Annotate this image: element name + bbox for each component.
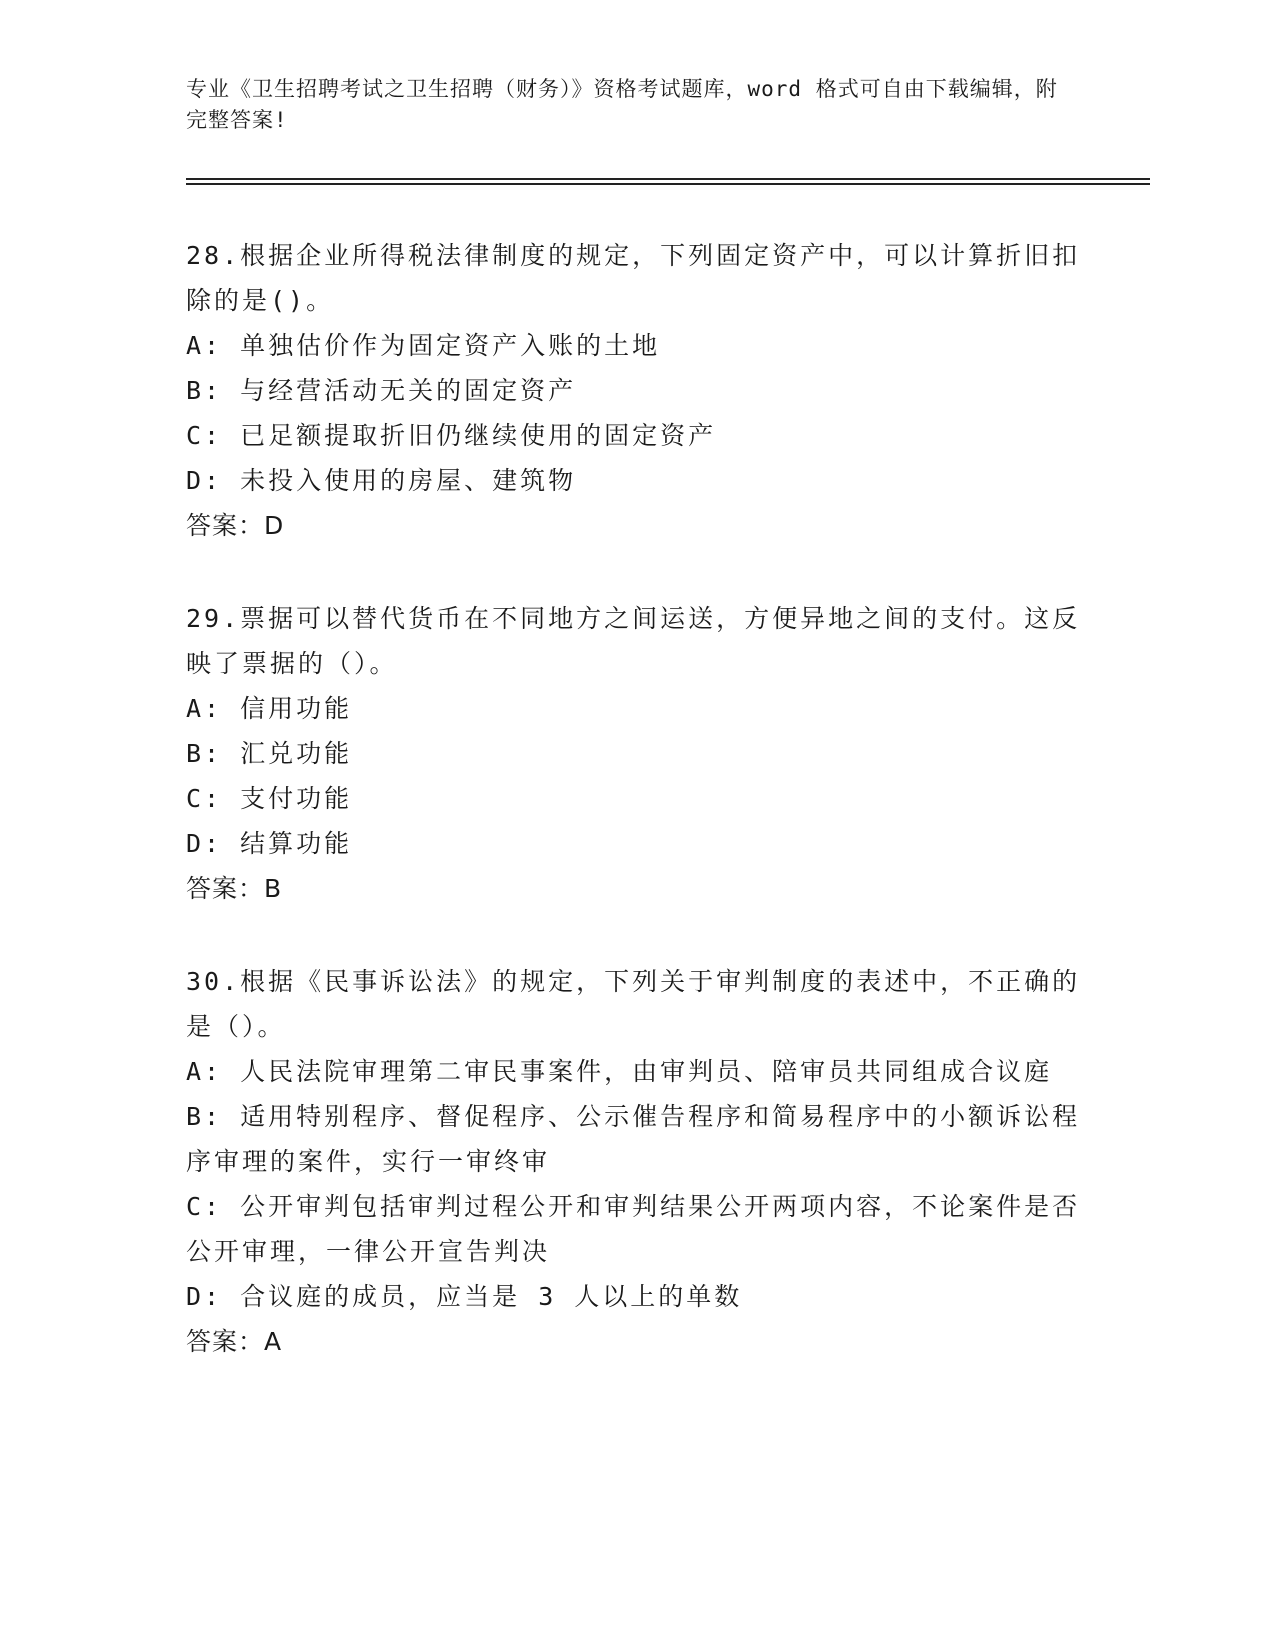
option-a: A: 人民法院审理第二审民事案件，由审判员、陪审员共同组成合议庭 bbox=[186, 1057, 1053, 1086]
answer-label: 答案：D bbox=[186, 511, 285, 540]
header-rule-bottom bbox=[186, 183, 1150, 185]
answer-label: 答案：B bbox=[186, 874, 283, 903]
option-d: D: 合议庭的成员，应当是 3 人以上的单数 bbox=[186, 1282, 743, 1311]
option-b: B: 与经营活动无关的固定资产 bbox=[186, 376, 577, 405]
option-d: D: 结算功能 bbox=[186, 829, 353, 858]
document-header: 专业《卫生招聘考试之卫生招聘（财务）》资格考试题库，word 格式可自由下载编辑，附完整答案! bbox=[186, 77, 1058, 132]
question-text: 28.根据企业所得税法律制度的规定，下列固定资产中，可以计算折旧扣除的是()。 bbox=[186, 241, 1081, 315]
option-b: B: 汇兑功能 bbox=[186, 739, 353, 768]
option-b: B: 适用特别程序、督促程序、公示催告程序和简易程序中的小额诉讼程序审理的案件，实行一审终审 bbox=[186, 1102, 1081, 1176]
option-a: A: 单独估价作为固定资产入账的土地 bbox=[186, 331, 661, 360]
question-text: 29.票据可以替代货币在不同地方之间运送，方便异地之间的支付。这反映了票据的（）。 bbox=[186, 604, 1081, 678]
option-c: C: 支付功能 bbox=[186, 784, 353, 813]
option-a: A: 信用功能 bbox=[186, 694, 353, 723]
option-c: C: 已足额提取折旧仍继续使用的固定资产 bbox=[186, 421, 717, 450]
header-rule-top bbox=[186, 178, 1150, 180]
answer-label: 答案：A bbox=[186, 1327, 283, 1356]
option-c: C: 公开审判包括审判过程公开和审判结果公开两项内容，不论案件是否公开审理，一律公开宣告判决 bbox=[186, 1192, 1081, 1266]
question-text: 30.根据《民事诉讼法》的规定，下列关于审判制度的表述中，不正确的是（）。 bbox=[186, 967, 1081, 1041]
question-30 bbox=[186, 959, 1086, 1364]
question-28 bbox=[186, 233, 1086, 548]
question-29 bbox=[186, 596, 1086, 911]
option-d: D: 未投入使用的房屋、建筑物 bbox=[186, 466, 577, 495]
